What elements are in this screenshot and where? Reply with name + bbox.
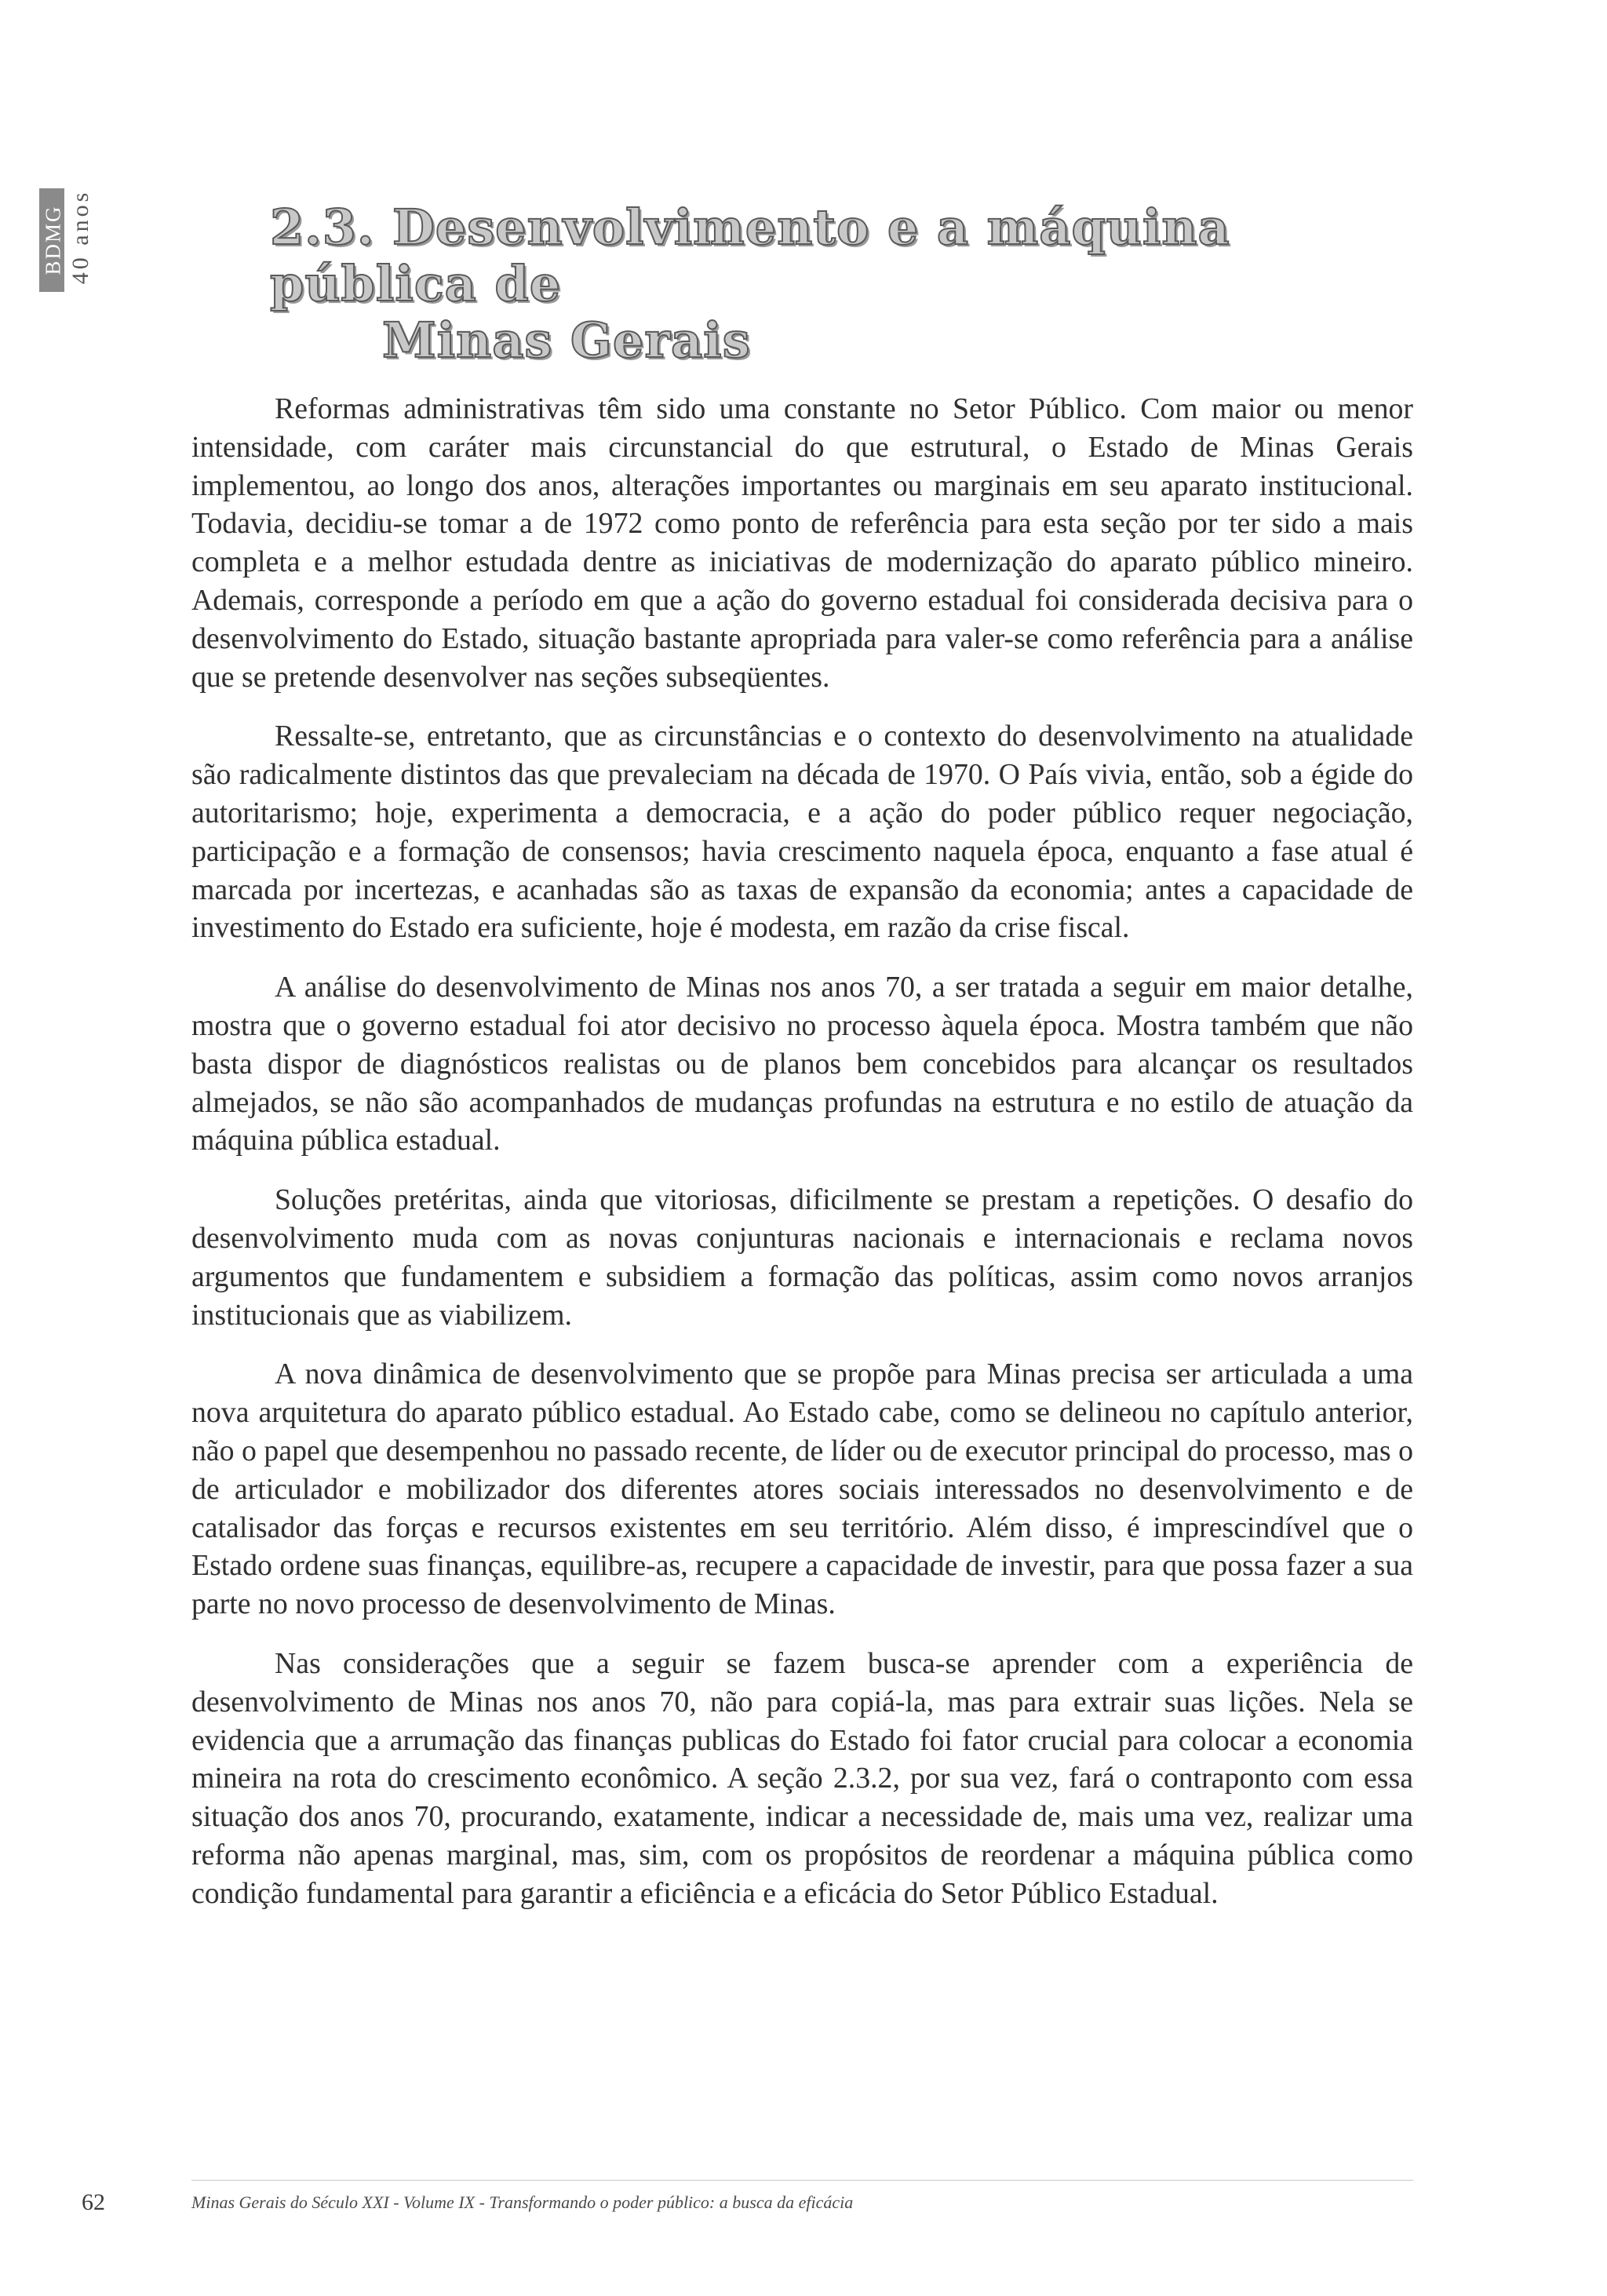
paragraph-6: Nas considerações que a seguir se fazem busca-se aprender com a experiência de desenvolvimento de Minas nos anos 70, não para copiá-la, mas para extrair suas lições. Nela se evidencia que a arrumação das finanças publicas do Estado foi fator crucial para colocar a economia mineira na rota do crescimento econômico. A seção 2.3.2, por sua vez, fará o contraponto com essa situação dos anos 70, procurando, exatamente, indicar a necessidade de, mais uma vez, realizar uma reforma não apenas marginal, mas, sim, com os propósitos de reordenar a máquina pública como condição fundamental para garantir a eficiência e a eficácia do Setor Público Estadual. <box>191 1646 1413 1910</box>
bdmg-badge <box>39 188 64 292</box>
paragraph-5: A nova dinâmica de desenvolvimento que se propõe para Minas precisa ser articulada a uma nova arquitetura do aparato público estadual. Ao Estado cabe, como se delineou no capítulo anterior, não o papel que desempenhou no passado recente, de líder ou de executor principal do processo, mas o de articulador e mobilizador dos diferentes atores sociais interessados no desenvolvimento e de catalisador das forças e recursos existentes em seu território. Além disso, é imprescindível que o Estado ordene suas finanças, equilibre-as, recupere a capacidade de investir, para que possa fazer a sua parte no novo processo de desenvolvimento de Minas. <box>191 1358 1413 1621</box>
section-heading <box>270 199 1447 369</box>
anniversary-label: 40 anos <box>67 189 93 285</box>
side-tab <box>38 188 99 298</box>
paragraph-1: Reformas administrativas têm sido uma constante no Setor Público. Com maior ou menor intensidade, com caráter mais circunstancial do que estrutural, o Estado de Minas Gerais implementou, ao longo dos anos, alterações importantes ou marginais em seu aparato institucional. Todavia, decidiu-se tomar a de 1972 como ponto de referência para esta seção por ter sido a mais completa e a melhor estudada dentre as iniciativas de modernização do aparato público mineiro. Ademais, corresponde a período em que a ação do governo estadual foi considerada decisiva para o desenvolvimento do Estado, situação bastante apropriada para valer-se como referência para a análise que se pretende desenvolver nas seções subseqüentes. <box>191 392 1413 694</box>
paragraph-4: Soluções pretéritas, ainda que vitoriosas, dificilmente se prestam a repetições. O desafio do desenvolvimento muda com as novas conjunturas nacionais e internacionais e reclama novos argumentos que fundamentem e subsidiem a formação das políticas, assim como novos arranjos institucionais que as viabilizem. <box>191 1183 1413 1332</box>
paragraph-3: A análise do desenvolvimento de Minas nos anos 70, a ser tratada a seguir em maior detalhe, mostra que o governo estadual foi ator decisivo no processo àquela época. Mostra também que não basta dispor de diagnósticos realistas ou de planos bem concebidos para alcançar os resultados almejados, se não são acompanhados de mudanças profundas na estrutura e no estilo de atuação da máquina pública estadual. <box>191 971 1413 1157</box>
page-number: 62 <box>82 2189 105 2215</box>
body-text <box>191 390 1413 1933</box>
running-footer-title: Minas Gerais do Século XXI - Volume IX - Transformando o poder público: a busca da eficácia <box>191 2192 854 2212</box>
footer-divider <box>191 2180 1413 2181</box>
section-heading-line-2: Minas Gerais <box>382 312 751 369</box>
paragraph-2: Ressalte-se, entretanto, que as circunstâncias e o contexto do desenvolvimento na atualidade são radicalmente distintos das que prevaleciam na década de 1970. O País vivia, então, sob a égide do autoritarismo; hoje, experimenta a democracia, e a ação do poder público requer negociação, participação e a formação de consensos; havia crescimento naquela época, enquanto a fase atual é marcada por incertezas, e acanhadas são as taxas de expansão da economia; antes a capacidade de investimento do Estado era suficiente, hoje é modesta, em razão da crise fiscal. <box>191 720 1413 945</box>
bdmg-badge-label: BDMG <box>41 205 65 275</box>
section-heading-line-1: 2.3. Desenvolvimento e a máquina pública de <box>270 199 1230 312</box>
